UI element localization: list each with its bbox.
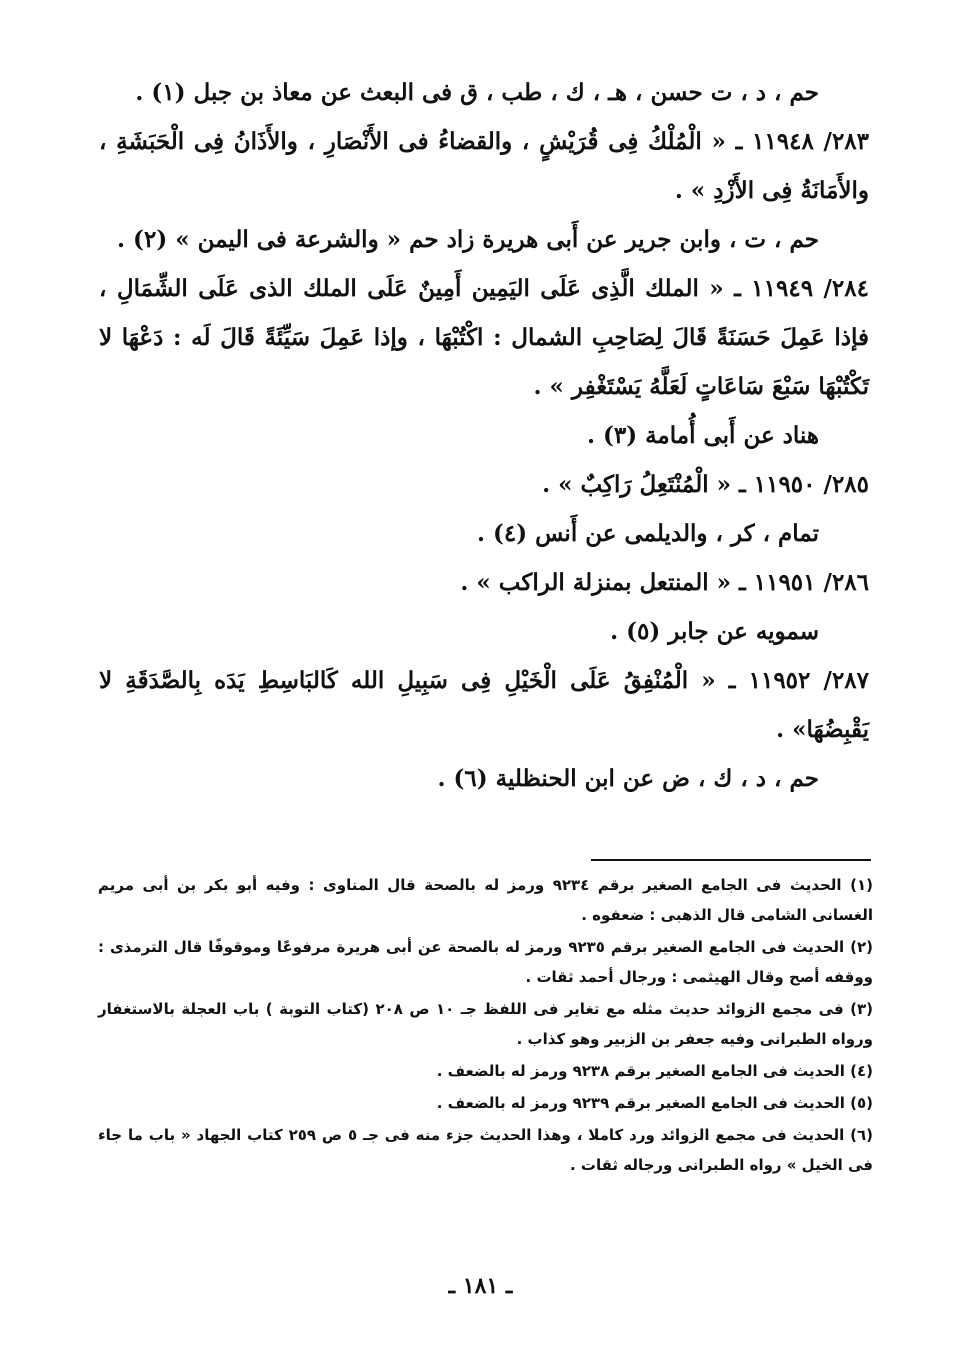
hadith-entry-285: ٢٨٥/ ١١٩٥٠ ـ « الْمُنْتَعِلُ رَاكِبٌ » . [542,471,869,498]
source-line: حم ، ت ، وابن جرير عن أَبى هريرة زاد حم « والشرعة فى اليمن » (٢) . [117,226,819,253]
footnote-separator [591,859,871,861]
source-line: سمويه عن جابر (٥) . [610,618,819,645]
footnote-2: (٢) الحديث فى الجامع الصغير برقم ٩٢٣٥ ورمز له بالصحة عن أبى هريرة مرفوعًا وموقوفًا قال الترمذى : ووقفه أصح وقال الهيثمى : ورجال أحمد ثقات . [98,938,873,986]
hadith-entry-284: ٢٨٤/ ١١٩٤٩ ـ « الملك الَّذِى عَلَى اليَمِين أَمِينٌ عَلَى الملك الذى عَلَى الشِّمَالِ ، فإذا عَمِلَ حَسَنَةً قَالَ لِصَاحِبِ الشمال : اكْتُبْهَا ، وإذا عَمِلَ سَيِّئَةً قَالَ لَه : دَعْهَا لا تَكْتُبْهَا سَبْعَ سَاعَاتٍ لَعَلَّهُ يَسْتَغْفِر » . [99,275,869,400]
source-line: هناد عن أَبى أُمامة (٣) . [586,422,819,449]
footnote-5: (٥) الحديث فى الجامع الصغير برقم ٩٢٣٩ ورمز له بالضعف . [436,1094,873,1112]
source-line: حم ، د ، ك ، ض عن ابن الحنظلية (٦) . [437,765,819,792]
footnotes [98,870,873,1182]
source-line: تمام ، كر ، والديلمى عن أَنس (٤) . [476,520,819,547]
footnote-3: (٣) فى مجمع الزوائد حديث مثله مع تغاير فى اللفظ جـ ١٠ ص ٢٠٨ (كتاب التوبة ) باب العجلة بالاستغفار ورواه الطبرانى وفيه جعفر بن الزبير وهو كذاب . [98,1000,874,1048]
hadith-entry-283: ٢٨٣/ ١١٩٤٨ ـ « الْمُلْكُ فِى قُرَيْشٍ ، والقضاءُ فى الأَنْصَارِ ، والأَذَانُ فِى الْحَبَشَةِ ، والأَمَانَةُ فِى الأَزْدِ » . [99,128,869,204]
footnote-4: (٤) الحديث فى الجامع الصغير برقم ٩٢٣٨ ورمز له بالضعف . [436,1062,873,1080]
main-text [99,68,869,803]
footnote-1: (١) الحديث فى الجامع الصغير برقم ٩٢٣٤ ورمز له بالصحة قال المناوى : وفيه أبو بكر بن أبى مريم الغسانى الشامى قال الذهبى : ضعفوه . [98,876,873,924]
source-line: حم ، د ، ت حسن ، هـ ، ك ، طب ، ق فى البعث عن معاذ بن جبل (١) . [135,79,819,106]
hadith-entry-287: ٢٨٧/ ١١٩٥٢ ـ « الْمُنْفِقُ عَلَى الْخَيْلِ فِى سَبِيلِ الله كَالبَاسِطِ يَدَه بِالصَّدَقَةِ لا يَقْبِضُهَا» . [99,667,869,743]
footnote-6: (٦) الحديث فى مجمع الزوائد ورد كاملا ، وهذا الحديث جزء منه فى جـ ٥ ص ٢٥٩ كتاب الجهاد « باب ما جاء فى الخيل » رواه الطبرانى ورجاله ثقات . [98,1126,873,1174]
hadith-entry-286: ٢٨٦/ ١١٩٥١ ـ « المنتعل بمنزلة الراكب » . [460,569,869,596]
page-number: ـ ١٨١ ـ [448,1273,513,1299]
